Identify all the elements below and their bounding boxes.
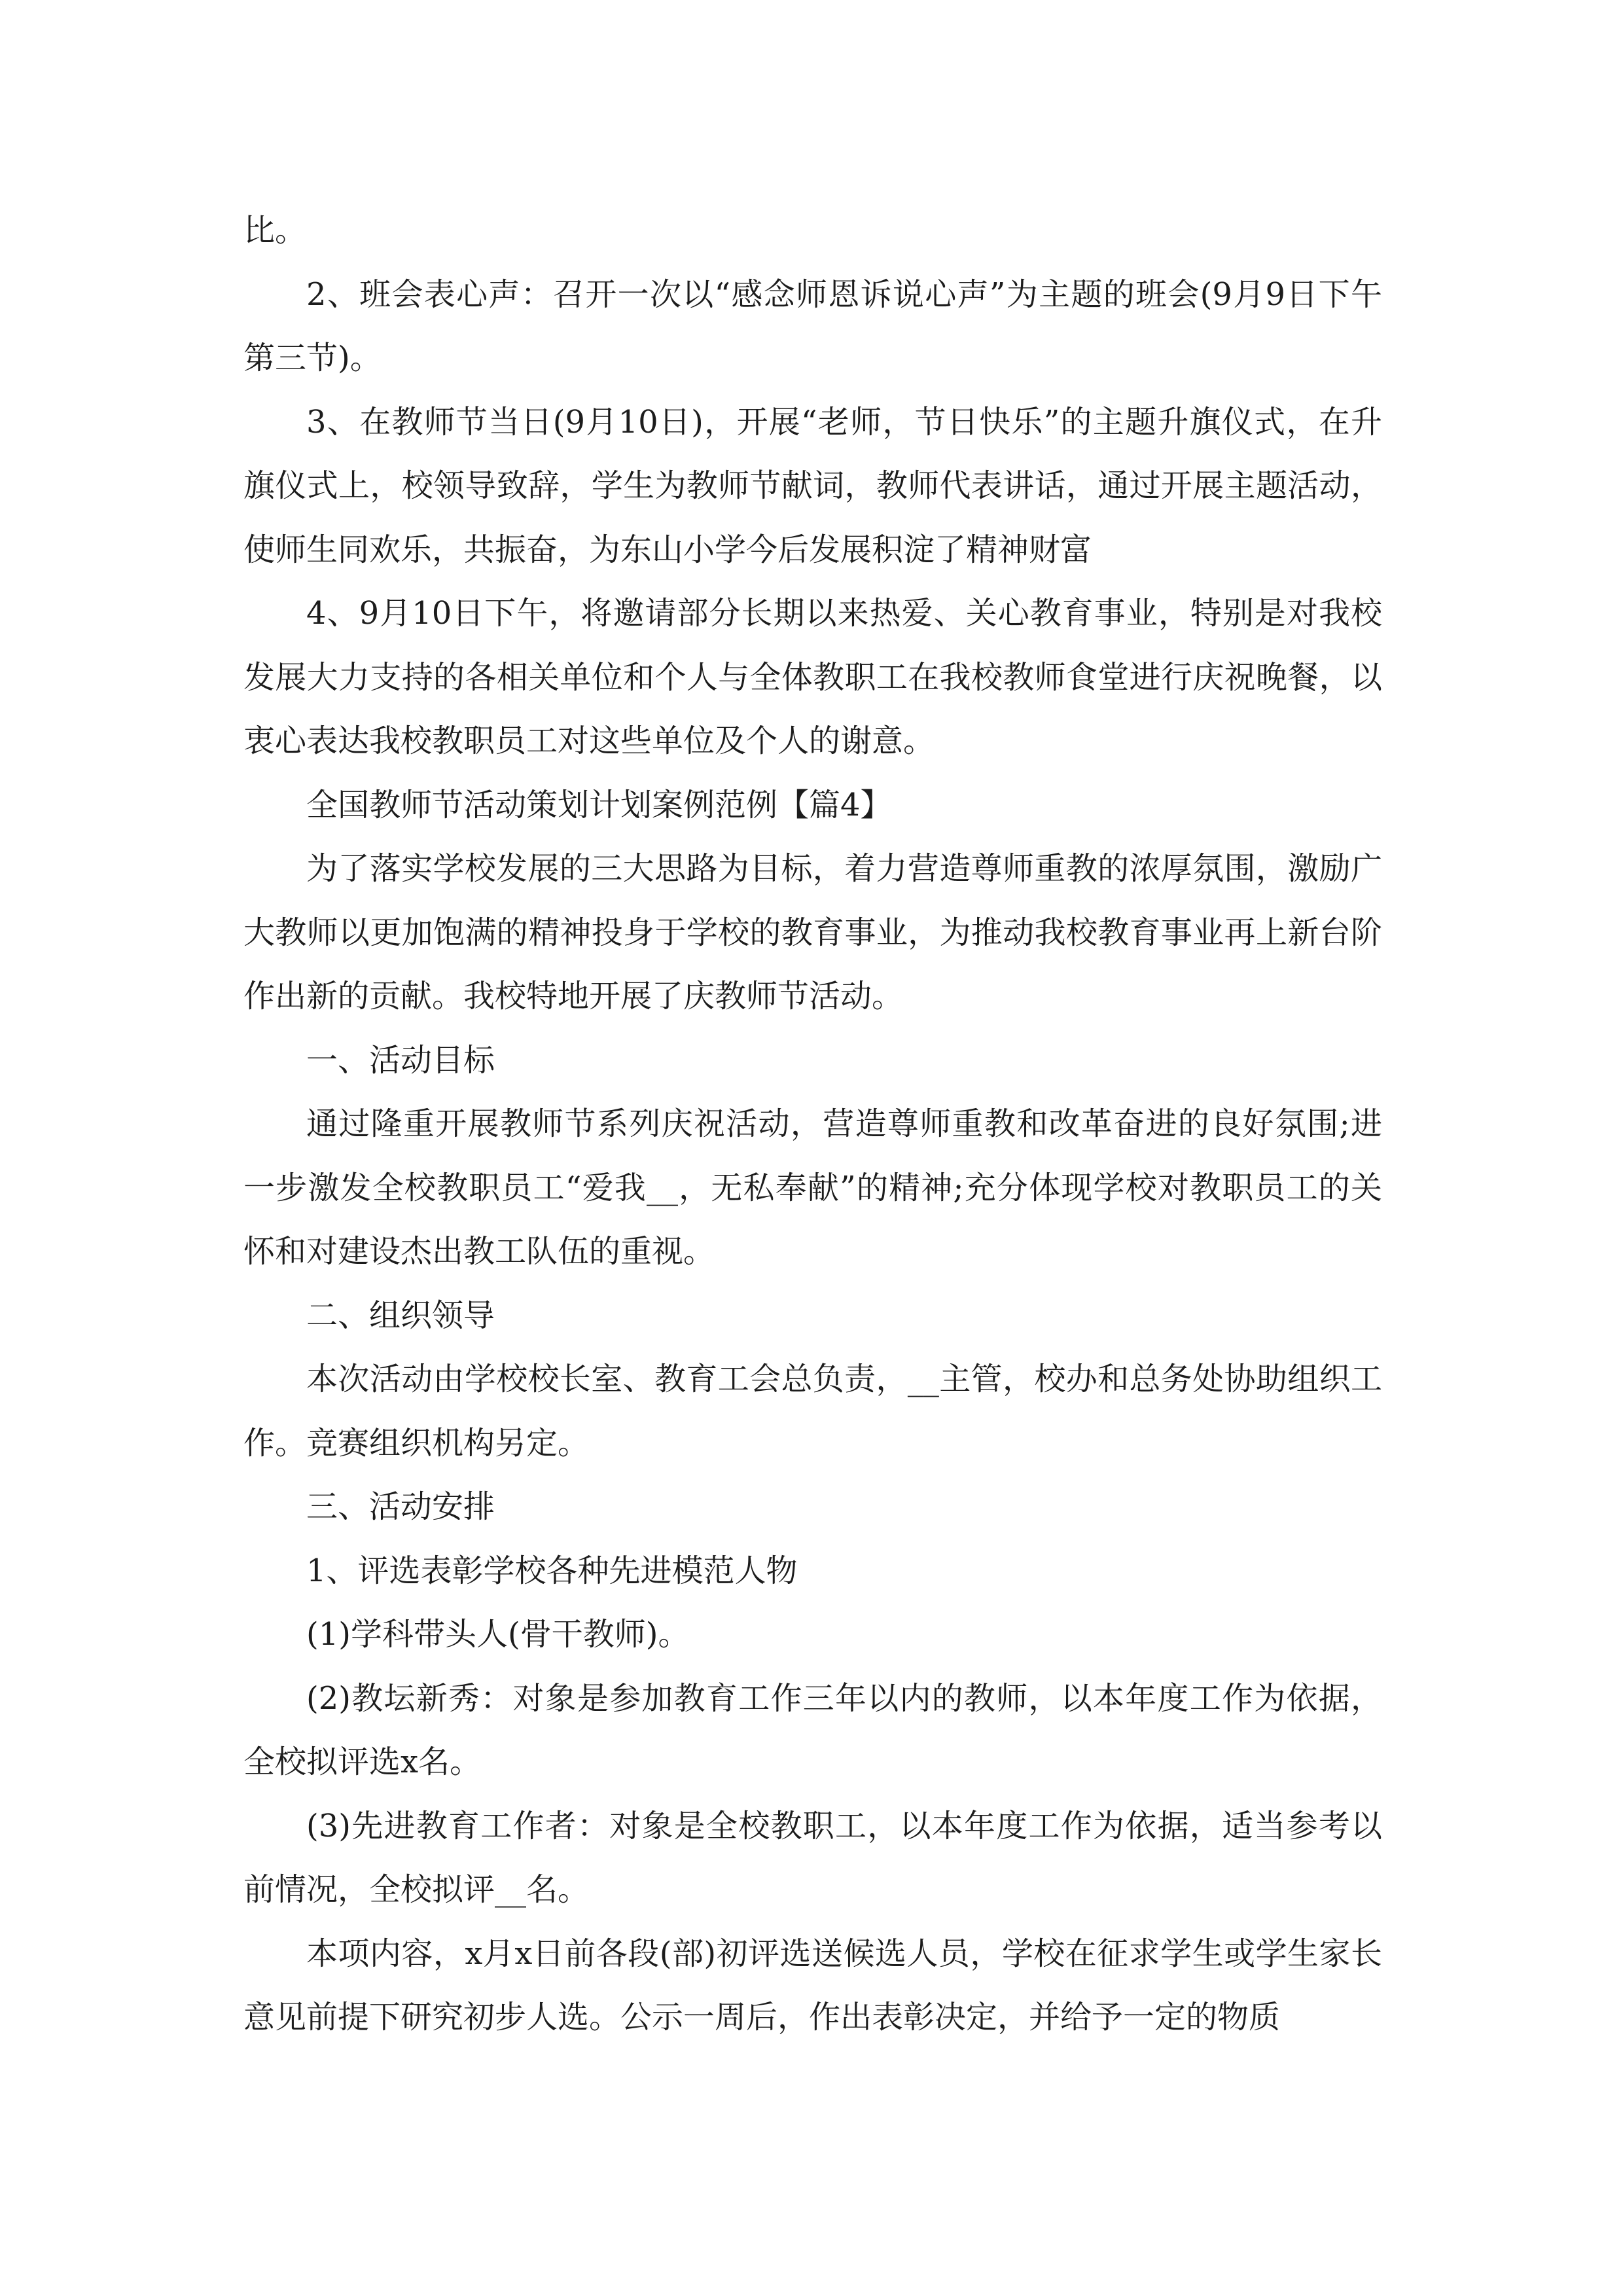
paragraph: 4、9月10日下午，将邀请部分长期以来热爱、关心教育事业，特别是对我校发展大力支持的各相关单位和个人与全体教职工在我校教师食堂进行庆祝晚餐，以衷心表达我校教职员工对这些单位及个人的谢意。 — [243, 595, 1382, 759]
list-item: (1)学科带头人(骨干教师)。 — [306, 1616, 690, 1653]
paragraph: 通过隆重开展教师节系列庆祝活动，营造尊师重教和改革奋进的良好氛围;进一步激发全校教职员工“爱我__，无私奉献”的精神;充分体现学校对教职员工的关怀和对建设杰出教工队伍的重视。 — [243, 1105, 1382, 1270]
paragraph: 本项内容，x月x日前各段(部)初评选送候选人员，学校在征求学生或学生家长意见前提下研究初步人选。公示一周后，作出表彰决定，并给予一定的物质 — [243, 1935, 1382, 2036]
subheading: 三、活动安排 — [306, 1488, 495, 1525]
paragraph: 为了落实学校发展的三大思路为目标，着力营造尊师重教的浓厚氛围，激励广大教师以更加饱满的精神投身于学校的教育事业，为推动我校教育事业再上新台阶作出新的贡献。我校特地开展了庆教师节活动。 — [243, 850, 1382, 1014]
paragraph: 2、班会表心声：召开一次以“感念师恩诉说心声”为主题的班会(9月9日下午第三节)。 — [243, 276, 1382, 376]
paragraph: 3、在教师节当日(9月10日)，开展“老师，节日快乐”的主题升旗仪式，在升旗仪式上，校领导致辞，学生为教师节献词，教师代表讲话，通过开展主题活动，使师生同欢乐，共振奋，为东山小学今后发展积淀了精神财富 — [243, 403, 1382, 568]
paragraph: 本次活动由学校校长室、教育工会总负责，__主管，校办和总务处协助组织工作。竞赛组织机构另定。 — [243, 1361, 1382, 1462]
paragraph: 比。 — [243, 212, 307, 249]
list-item: (3)先进教育工作者：对象是全校教职工，以本年度工作为依据，适当参考以前情况，全校拟评__名。 — [243, 1807, 1382, 1908]
subheading: 二、组织领导 — [306, 1297, 495, 1334]
list-item: (2)教坛新秀：对象是参加教育工作三年以内的教师，以本年度工作为依据，全校拟评选x名。 — [243, 1679, 1382, 1780]
list-item: 1、评选表彰学校各种先进模范人物 — [306, 1552, 798, 1589]
subheading: 一、活动目标 — [306, 1041, 495, 1079]
document-body — [243, 199, 1382, 2050]
section-heading: 全国教师节活动策划计划案例范例【篇4】 — [306, 786, 892, 823]
